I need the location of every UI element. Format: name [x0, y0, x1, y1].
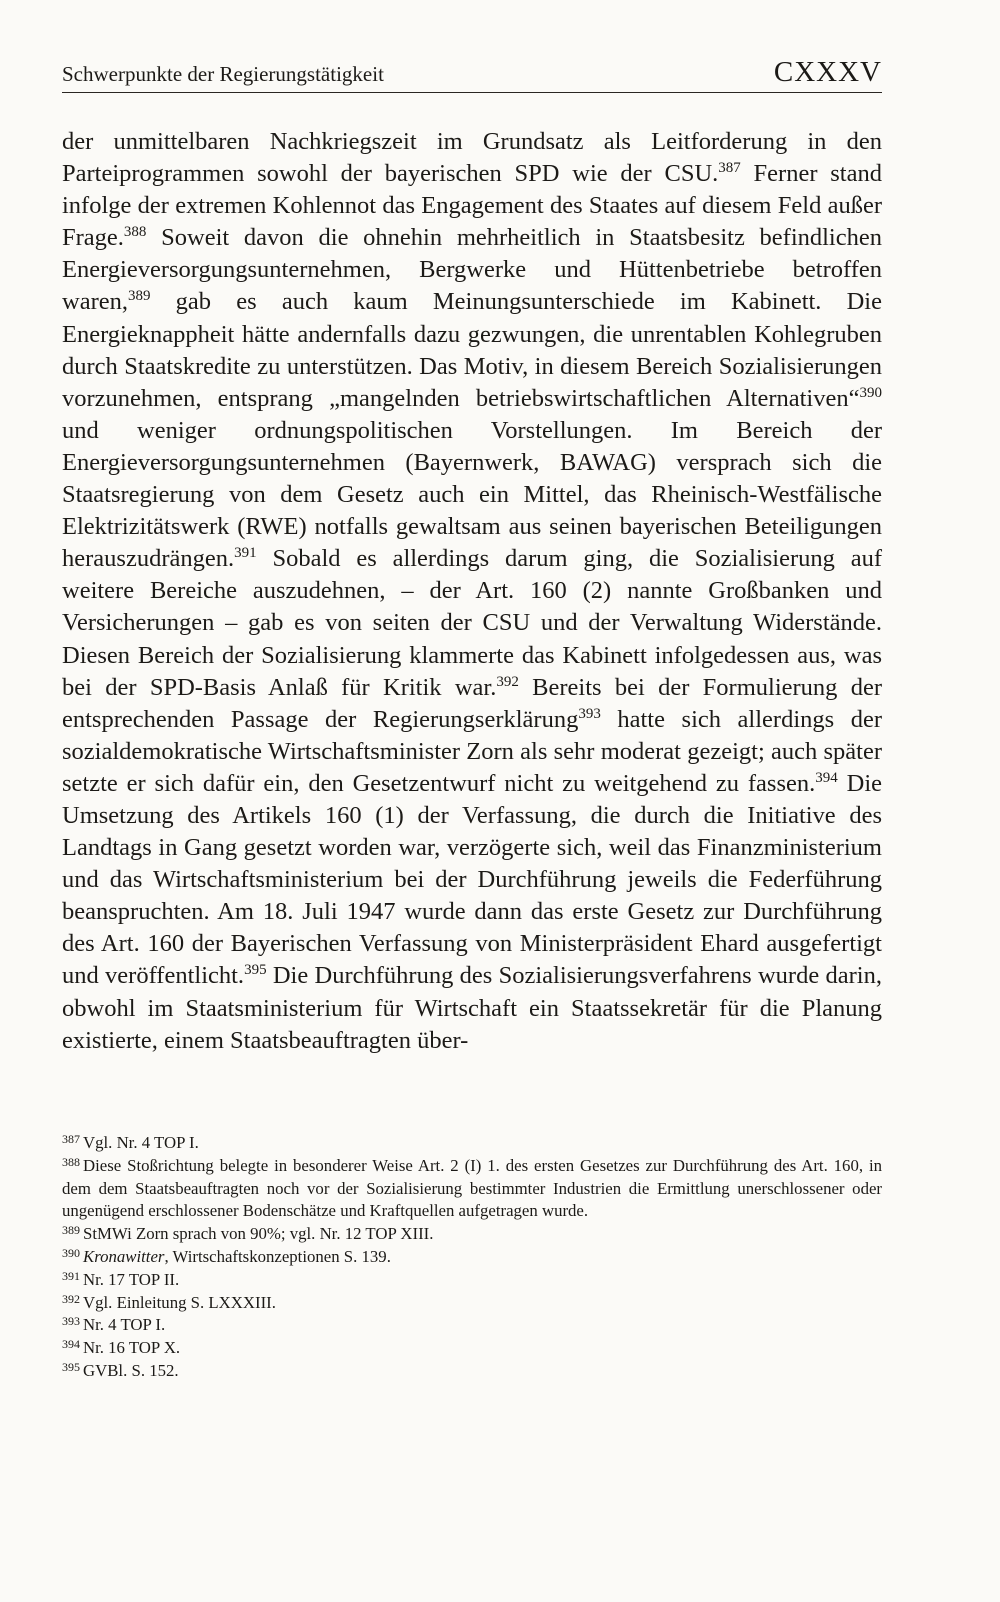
- footnote: [62, 1269, 882, 1292]
- text-segment: gab es auch kaum Meinungsunterschiede im Kabinett. Die Energieknappheit hätte andernfalls dazu gezwungen, die unrentablen Kohlegruben durch Staatskredite zu unterstützen. Das Motiv, in diesem Bereich Sozialisierungen vorzunehmen, entsprang „mangelnden betriebswirtschaftlichen Alternativen“: [62, 288, 882, 412]
- footnote-number: 392: [62, 1291, 80, 1306]
- footnote-ref: 391: [234, 545, 257, 562]
- text-segment: Soweit davon die ohnehin mehrheitlich in Staatsbesitz befindlichen Energieversorgungsunternehmen, Bergwerke und Hüttenbetriebe betroffen waren,: [62, 224, 882, 316]
- footnote-text: Vgl. Nr. 4 TOP I.: [83, 1133, 199, 1152]
- footnote-number: 395: [62, 1359, 80, 1374]
- footnote-text: Vgl. Einleitung S. LXXXIII.: [83, 1292, 276, 1312]
- footnote-text: GVBl. S. 152.: [83, 1360, 179, 1380]
- footnote-number: 389: [62, 1223, 80, 1238]
- footnote-author: Kronawitter: [83, 1246, 165, 1266]
- running-head: [62, 58, 882, 93]
- running-title: Schwerpunkte der Regierungstätigkeit: [62, 62, 384, 86]
- footnote-ref: 395: [244, 962, 267, 979]
- footnote: [62, 1132, 882, 1155]
- footnote-text: StMWi Zorn sprach von 90%; vgl. Nr. 12 TOP XIII.: [83, 1224, 434, 1244]
- footnote: [62, 1223, 882, 1246]
- footnote: [62, 1246, 882, 1269]
- text-segment: Sobald es allerdings darum ging, die Sozialisierung auf weitere Bereiche auszudehnen, – der Art. 160 (2) nannte Großbanken und Versicherungen – gab es von seiten der CSU und der Verwaltung Widerstände. Diesen Bereich der Sozialisierung klammerte das Kabinett infolgedessen aus, was bei der SPD-Basis Anlaß für Kritik war.: [62, 545, 882, 701]
- text-segment: der unmittelbaren Nachkriegszeit im Grundsatz als Leitforderung in den Parteiprogrammen sowohl der bayerischen SPD wie der CSU.: [62, 128, 882, 188]
- footnote-ref: 388: [123, 224, 147, 241]
- footnote-ref: 392: [496, 673, 519, 690]
- footnote: [62, 1314, 882, 1337]
- footnote: [62, 1337, 882, 1360]
- footnote-ref: 387: [718, 160, 741, 177]
- footnote: [62, 1360, 882, 1383]
- footnote-ref: 393: [578, 705, 601, 722]
- page-number: CXXXV: [773, 56, 882, 88]
- footnote-text: Nr. 16 TOP X.: [83, 1338, 181, 1358]
- footnote-number: 394: [62, 1337, 80, 1352]
- footnote: [62, 1155, 882, 1223]
- footnote-text: , Wirtschaftskonzeptionen S. 139.: [164, 1246, 391, 1266]
- footnote-ref: 390: [859, 384, 882, 401]
- footnote-number: 391: [62, 1268, 80, 1283]
- footnote-ref: 394: [815, 769, 838, 786]
- body-paragraph: [62, 126, 882, 1057]
- footnote-number: 390: [62, 1245, 80, 1260]
- footnote-number: 387: [62, 1132, 80, 1146]
- footnote-number: 393: [62, 1314, 80, 1329]
- text-segment: Ferner stand infolge der extremen Kohlennot das Engagement des Staates auf diesem Feld außer Frage.: [62, 160, 882, 252]
- footnote-text: Diese Stoßrichtung belegte in besonderer Weise Art. 2 (I) 1. des ersten Gesetzes zur Durchführung des Art. 160, in dem dem Staatsbeauftragten noch vor der Sozialisierung bestimmter Industrien die Ermittlung unerschlossener oder ungenügend erschlossener Bodenschätze und Kraftquellen aufgetragen wurde.: [62, 1155, 882, 1221]
- footnote-text: Nr. 17 TOP II.: [83, 1269, 180, 1289]
- text-segment: Bereits bei der Formulierung der entsprechenden Passage der Regierungserklärung: [62, 673, 882, 733]
- footnote: [62, 1292, 882, 1315]
- footnote-text: Nr. 4 TOP I.: [83, 1315, 166, 1335]
- text-segment: hatte sich allerdings der sozialdemokratische Wirtschaftsminister Zorn als sehr moderat gezeigt; auch später setzte er sich dafür ein, den Gesetzentwurf nicht zu weitgehend zu fassen.: [62, 705, 882, 797]
- main-text: [62, 126, 882, 1057]
- footnotes: [62, 1132, 882, 1383]
- footnote-ref: 389: [127, 288, 151, 305]
- text-segment: Die Umsetzung des Artikels 160 (1) der Verfassung, die durch die Initiative des Landtags in Gang gesetzt worden war, verzögerte sich, weil das Finanzministerium und das Wirtschaftsministerium bei der Durchführung jeweils die Federführung beanspruchten. Am 18. Juli 1947 wurde dann das erste Gesetz zur Durchführung des Art. 160 der Bayerischen Verfassung von Ministerpräsident Ehard ausgefertigt und veröffentlicht.: [62, 769, 883, 990]
- footnote-number: 388: [62, 1154, 80, 1169]
- text-segment: und weniger ordnungspolitischen Vorstellungen. Im Bereich der Energieversorgungsunternehmen (Bayernwerk, BAWAG) versprach sich die Staatsregierung von dem Gesetz auch ein Mittel, das Rheinisch-Westfälische Elektrizitätswerk (RWE) notfalls gewaltsam aus seinen bayerischen Beteiligungen herauszudrängen.: [62, 416, 882, 573]
- text-segment: Die Durchführung des Sozialisierungsverfahrens wurde darin, obwohl im Staatsministerium für Wirtschaft ein Staatssekretär für die Planung existierte, einem Staatsbeauftragten über-: [62, 962, 882, 1054]
